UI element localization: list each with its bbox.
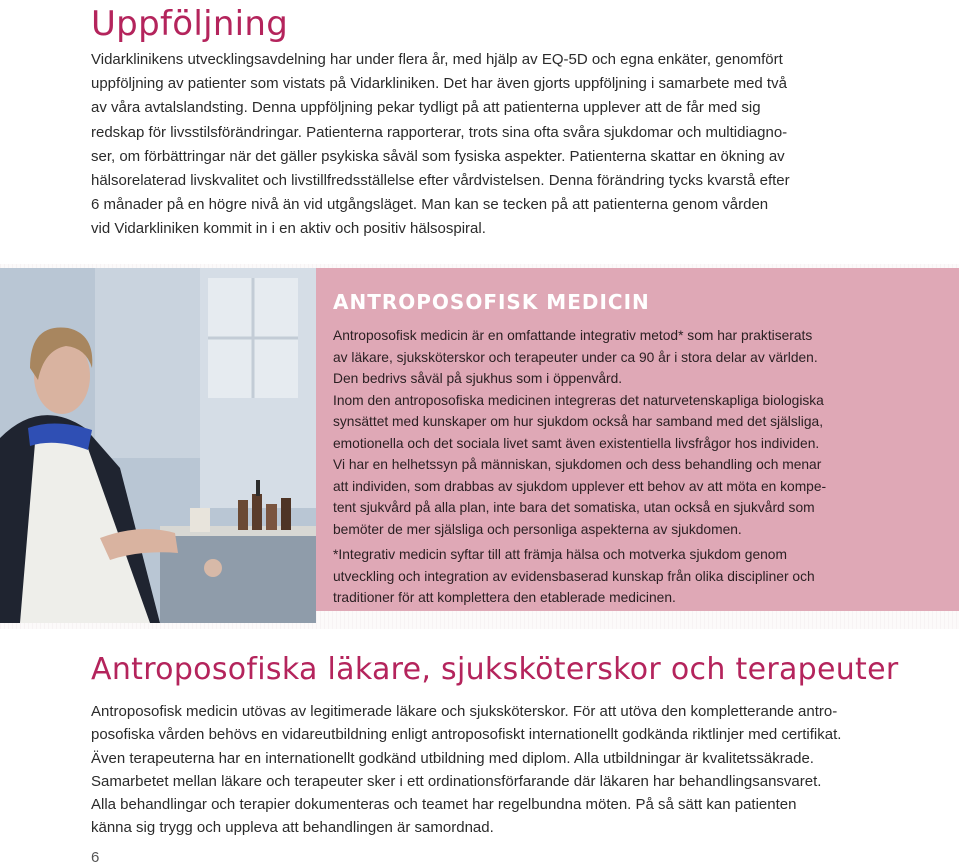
- box-footnote-line: utveckling och integration av evidensbaserad kunskap från olika discipliner och: [333, 568, 815, 584]
- nurse-photo: [0, 268, 316, 623]
- bottom-line: känna sig trygg och uppleva att behandlingen är samordnad.: [91, 819, 494, 837]
- bottom-line: Även terapeuterna har en internationellt godkänd utbildning med diplom. Alla utbildningar är kvalitetssäkrade.: [91, 749, 814, 767]
- box-line: emotionella och det sociala livet samt även existentiella livsfrågor hos individen.: [333, 435, 820, 451]
- intro-line: ser, om förbättringar när det gäller psykiska såväl som fysiska aspekter. Patienterna skattar en ökning av: [91, 147, 785, 165]
- box-line: att individen, som drabbas av sjukdom upplever ett behov av att möta en kompe-: [333, 478, 827, 494]
- intro-paragraph: [91, 48, 881, 242]
- bottom-line: Antroposofisk medicin utövas av legitimerade läkare och sjuksköterskor. För att utöva den kompletterande antro-: [91, 703, 838, 720]
- box-line: bemöter de mer själsliga och personliga aspekterna av sjukdomen.: [333, 521, 742, 537]
- box-line: Vi har en helhetssyn på människan, sjukdomen och dess behandling och menar: [333, 457, 822, 472]
- box-line: synsättet med kunskaper om hur sjukdom också har samband med det själsliga,: [333, 414, 824, 429]
- box-line: Den bedrivs såväl på sjukhus som i öppenvård.: [333, 371, 623, 386]
- box-footnote: [333, 544, 893, 609]
- box-line: tent sjukvård på alla plan, inte bara det somatiska, utan också en sjukvård som: [333, 500, 815, 515]
- bottom-paragraph: [91, 700, 881, 840]
- intro-line: vid Vidarkliniken kommit in i en aktiv och positiv hälsospiral.: [91, 220, 486, 238]
- box-title: ANTROPOSOFISK MEDICIN: [333, 290, 650, 314]
- intro-line: hälsorelaterad livskvalitet och livstillfredsställelse efter vårdvistelsen. Denna förändring tycks kvarstå efter: [91, 172, 790, 190]
- intro-line: redskap för livsstilsförändringar. Patienterna rapporterar, trots sina ofta svåra sjukdomar och multidiagno-: [91, 123, 788, 141]
- box-footnote-line: *Integrativ medicin syftar till att främja hälsa och motverka sjukdom genom: [333, 547, 787, 562]
- bottom-line: posofiska vården behövs en vidareutbildning enligt antroposofiskt internationellt godkända riktlinjer med certifikat.: [91, 726, 842, 744]
- intro-line: 6 månader på en högre nivå än vid utgångsläget. Man kan se tecken på att patienterna genom vården: [91, 196, 769, 214]
- box-footnote-line: traditioner för att komplettera den etablerade medicinen.: [333, 590, 676, 605]
- intro-line: av våra avtalslandsting. Denna uppföljning pekar tydligt på att patienterna upplever att de får med sig: [91, 99, 761, 117]
- box-line: Antroposofisk medicin är en omfattande integrativ metod* som har praktiserats: [333, 328, 813, 343]
- box-line: av läkare, sjuksköterskor och terapeuter under ca 90 år i stora delar av världen.: [333, 349, 818, 365]
- box-paragraph: [333, 325, 893, 540]
- box-line: Inom den antroposofiska medicinen integreras det naturvetenskapliga biologiska: [333, 392, 824, 408]
- intro-line: uppföljning av patienter som vistats på Vidarkliniken. Det har även gjorts uppföljning i samarbete med två: [91, 75, 787, 93]
- page-number: 6: [91, 849, 100, 866]
- bottom-line: Alla behandlingar och terapier dokumenteras och teamet har regelbundna möten. På så sätt kan patienten: [91, 796, 797, 814]
- section-heading: Antroposofiska läkare, sjuksköterskor och terapeuter: [91, 652, 899, 687]
- intro-line: Vidarklinikens utvecklingsavdelning har under flera år, med hjälp av EQ-5D och egna enkäter, genomfört: [91, 51, 783, 68]
- bottom-line: Samarbetet mellan läkare och terapeuter sker i ett ordinationsförfarande där läkaren har behandlingsansvaret.: [91, 772, 822, 790]
- page-heading: Uppföljning: [91, 4, 289, 44]
